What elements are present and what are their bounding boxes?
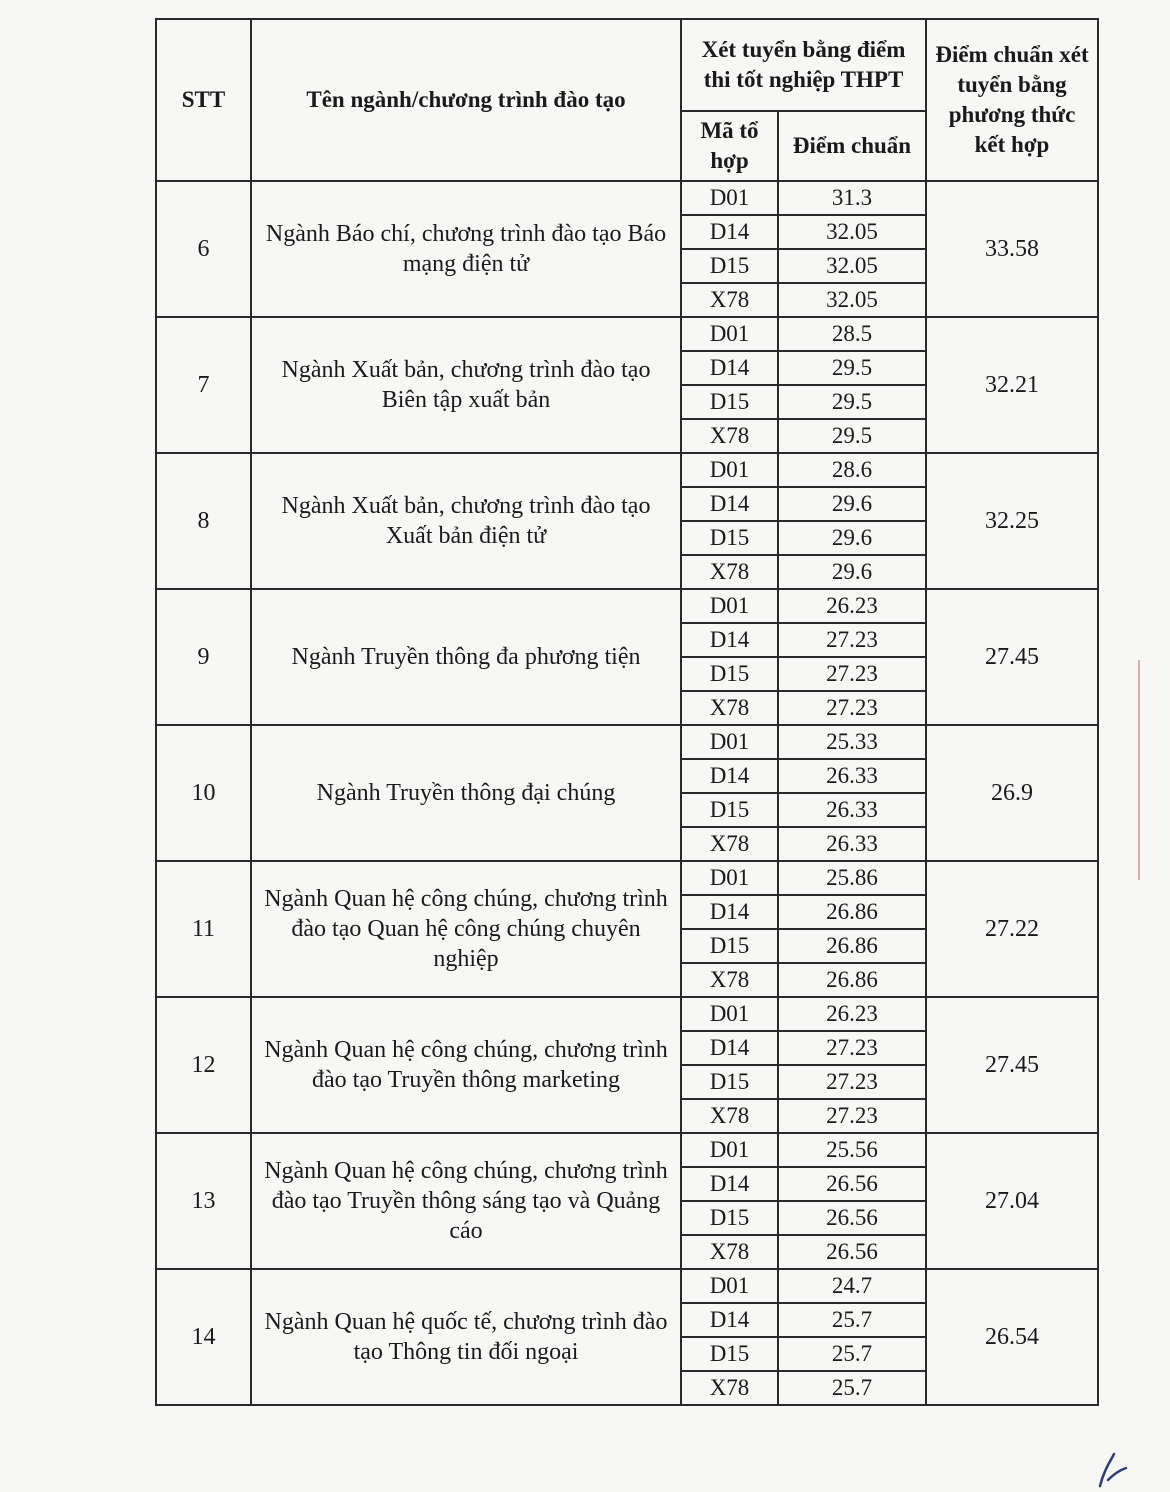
row-cutoff-score: 27.23 [778,691,926,725]
row-cutoff-score: 26.56 [778,1201,926,1235]
row-cutoff-score: 28.6 [778,453,926,487]
row-combo-code: D15 [681,1337,778,1371]
admission-cutoff-table-sheet [155,18,1097,1406]
row-combo-code: D01 [681,1269,778,1303]
table-row [156,1269,1098,1303]
row-combo-code: D01 [681,453,778,487]
table-row [156,453,1098,487]
row-combined-score: 27.22 [926,861,1098,997]
row-cutoff-score: 26.86 [778,929,926,963]
row-cutoff-score: 25.7 [778,1371,926,1405]
row-combo-code: X78 [681,1371,778,1405]
header-stt: STT [156,19,251,181]
row-cutoff-score: 26.23 [778,997,926,1031]
table-row [156,317,1098,351]
row-cutoff-score: 26.33 [778,793,926,827]
row-combo-code: D01 [681,317,778,351]
row-cutoff-score: 27.23 [778,1099,926,1133]
row-cutoff-score: 25.86 [778,861,926,895]
row-stt: 9 [156,589,251,725]
row-cutoff-score: 29.6 [778,487,926,521]
row-program-name: Ngành Truyền thông đại chúng [251,725,681,861]
table-row [156,725,1098,759]
row-cutoff-score: 26.56 [778,1235,926,1269]
row-combined-score: 27.45 [926,589,1098,725]
row-cutoff-score: 26.86 [778,963,926,997]
row-program-name: Ngành Quan hệ quốc tế, chương trình đào tạo Thông tin đối ngoại [251,1269,681,1405]
row-combo-code: D01 [681,725,778,759]
row-combined-score: 26.54 [926,1269,1098,1405]
row-cutoff-score: 32.05 [778,215,926,249]
row-cutoff-score: 31.3 [778,181,926,215]
row-combined-score: 26.9 [926,725,1098,861]
row-combo-code: D01 [681,181,778,215]
row-cutoff-score: 26.33 [778,827,926,861]
header-program-name: Tên ngành/chương trình đào tạo [251,19,681,181]
row-cutoff-score: 25.7 [778,1303,926,1337]
row-cutoff-score: 25.33 [778,725,926,759]
row-combined-score: 33.58 [926,181,1098,317]
row-cutoff-score: 32.05 [778,249,926,283]
row-combined-score: 27.04 [926,1133,1098,1269]
row-cutoff-score: 29.5 [778,385,926,419]
row-combo-code: X78 [681,555,778,589]
row-combo-code: X78 [681,827,778,861]
row-cutoff-score: 26.86 [778,895,926,929]
row-cutoff-score: 29.5 [778,419,926,453]
row-stt: 12 [156,997,251,1133]
row-cutoff-score: 26.33 [778,759,926,793]
row-program-name: Ngành Truyền thông đa phương tiện [251,589,681,725]
row-combined-score: 32.25 [926,453,1098,589]
row-stt: 6 [156,181,251,317]
row-combo-code: X78 [681,1099,778,1133]
row-cutoff-score: 26.23 [778,589,926,623]
row-cutoff-score: 27.23 [778,657,926,691]
row-stt: 11 [156,861,251,997]
row-program-name: Ngành Quan hệ công chúng, chương trình đào tạo Truyền thông marketing [251,997,681,1133]
row-cutoff-score: 28.5 [778,317,926,351]
row-combo-code: D14 [681,215,778,249]
row-combo-code: D15 [681,929,778,963]
table-row [156,1133,1098,1167]
header-combo-code: Mã tổ hợp [681,111,778,181]
row-combo-code: D15 [681,385,778,419]
row-cutoff-score: 25.7 [778,1337,926,1371]
row-program-name: Ngành Xuất bản, chương trình đào tạo Biên tập xuất bản [251,317,681,453]
row-combo-code: D15 [681,657,778,691]
row-cutoff-score: 25.56 [778,1133,926,1167]
header-cutoff: Điểm chuẩn [778,111,926,181]
row-cutoff-score: 24.7 [778,1269,926,1303]
row-combo-code: D01 [681,1133,778,1167]
table-row [156,589,1098,623]
row-stt: 10 [156,725,251,861]
admission-cutoff-table [155,18,1099,1406]
row-stt: 7 [156,317,251,453]
row-cutoff-score: 29.6 [778,555,926,589]
row-combined-score: 32.21 [926,317,1098,453]
table-row [156,997,1098,1031]
signature-mark [1090,1450,1130,1488]
row-stt: 13 [156,1133,251,1269]
table-row [156,181,1098,215]
row-combo-code: D14 [681,1167,778,1201]
row-combo-code: D14 [681,895,778,929]
row-combo-code: D15 [681,521,778,555]
row-cutoff-score: 27.23 [778,1065,926,1099]
row-combo-code: D15 [681,1065,778,1099]
row-combo-code: X78 [681,1235,778,1269]
row-cutoff-score: 27.23 [778,623,926,657]
row-combo-code: D14 [681,623,778,657]
header-row-1 [156,19,1098,111]
row-cutoff-score: 32.05 [778,283,926,317]
row-combo-code: D15 [681,1201,778,1235]
table-body [156,181,1098,1405]
row-cutoff-score: 29.6 [778,521,926,555]
row-stt: 8 [156,453,251,589]
row-combo-code: D01 [681,589,778,623]
row-cutoff-score: 27.23 [778,1031,926,1065]
row-combo-code: D14 [681,351,778,385]
row-combo-code: D01 [681,861,778,895]
row-program-name: Ngành Báo chí, chương trình đào tạo Báo mạng điện tử [251,181,681,317]
row-combo-code: D14 [681,759,778,793]
red-stamp-fragment [1138,660,1170,880]
row-combo-code: D15 [681,249,778,283]
table-row [156,861,1098,895]
row-cutoff-score: 26.56 [778,1167,926,1201]
row-cutoff-score: 29.5 [778,351,926,385]
row-combo-code: X78 [681,419,778,453]
row-combo-code: X78 [681,283,778,317]
row-combo-code: D14 [681,1303,778,1337]
row-combo-code: X78 [681,691,778,725]
row-program-name: Ngành Xuất bản, chương trình đào tạo Xuất bản điện tử [251,453,681,589]
row-program-name: Ngành Quan hệ công chúng, chương trình đào tạo Quan hệ công chúng chuyên nghiệp [251,861,681,997]
header-combined-method: Điểm chuẩn xét tuyển bằng phương thức kết hợp [926,19,1098,181]
row-program-name: Ngành Quan hệ công chúng, chương trình đào tạo Truyền thông sáng tạo và Quảng cáo [251,1133,681,1269]
row-combo-code: D15 [681,793,778,827]
row-combined-score: 27.45 [926,997,1098,1133]
row-combo-code: X78 [681,963,778,997]
row-combo-code: D14 [681,1031,778,1065]
row-combo-code: D01 [681,997,778,1031]
row-stt: 14 [156,1269,251,1405]
header-thpt-group: Xét tuyển bằng điểm thi tốt nghiệp THPT [681,19,926,111]
row-combo-code: D14 [681,487,778,521]
